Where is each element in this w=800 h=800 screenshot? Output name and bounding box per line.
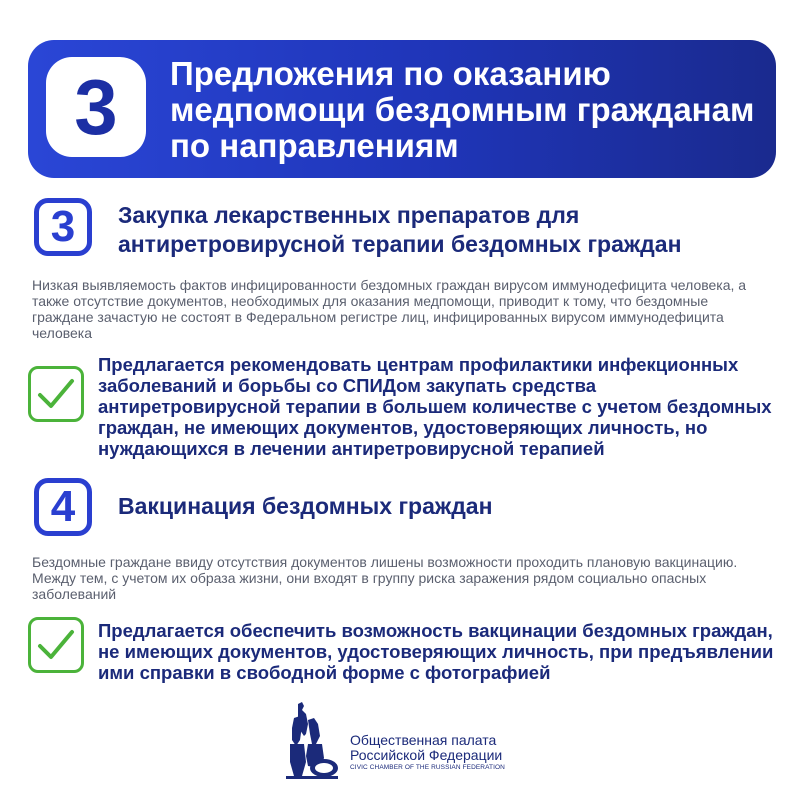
section-number-badge: 3 — [34, 198, 92, 256]
checkmark-icon — [28, 366, 84, 422]
header-number-badge: 3 — [46, 57, 146, 157]
section-title: Вакцинация бездомных граждан — [118, 493, 493, 519]
section-proposal: Предлагается рекомендовать центрам профилактики инфекционных заболеваний и борьбы со СПИДом закупать средства антиретровирусной терапии в большем количестве с учетом бездомных граждан, не имеющих документов, удостоверяющих личность, но нуждающихся в лечении антиретровирусной терапией — [98, 354, 772, 459]
checkmark-icon — [28, 617, 84, 673]
footer-logo — [278, 700, 558, 780]
section-description: Бездомные граждане ввиду отсутствия документов лишены возможности проходить плановую вакцинацию. Между тем, с учетом их образа жизни, они входят в группу риска заражения рядом социально опасных заболеваний — [32, 554, 738, 602]
footer-org-name-english: CIVIC CHAMBER OF THE RUSSIAN FEDERATION — [350, 764, 505, 771]
section-number-badge: 4 — [34, 478, 92, 536]
footer-org-name-line2: Российской Федерации — [350, 747, 503, 763]
section-description: Низкая выявляемость фактов инфицированности бездомных граждан вирусом иммунодефицита человека, а также отсутствие документов, необходимых для оказания медпомощи, приводит к тому, что бездомные граждане зачастую не состоят в Федеральном регистре лиц, инфицированных вирусом иммунодефицита человека — [32, 277, 747, 341]
section-title: Закупка лекарственных препаратов для антиретровирусной терапии бездомных граждан — [118, 202, 682, 257]
monument-emblem-icon — [278, 700, 346, 780]
section-proposal: Предлагается обеспечить возможность вакцинации бездомных граждан, не имеющих документов, удостоверяющих личность, при предъявлении ими справки в свободной форме с фотографией — [98, 620, 774, 683]
page-title: Предложения по оказанию медпомощи бездомным гражданам по направлениям — [170, 55, 755, 164]
footer-org-name-line1: Общественная палата — [350, 732, 497, 748]
